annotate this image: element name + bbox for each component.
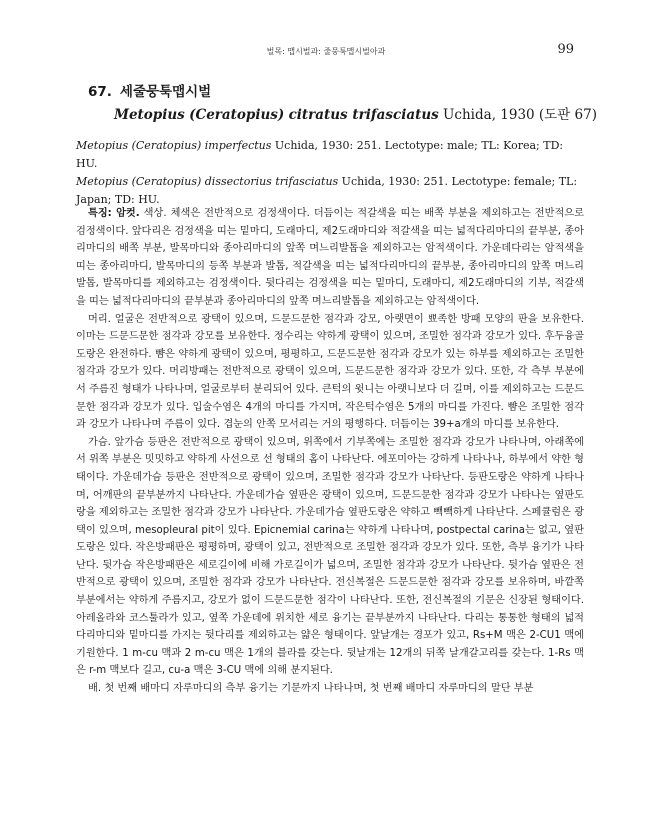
paragraph-thorax: 가슴. 앞가슴 등판은 전반적으로 광택이 있으며, 위쪽에서 기부쪽에는 조밀한 점각과 강모가 나타나며, 아래쪽에서 위쪽 부분은 밋밋하고 약하게 사선으로 선 형태의 홈이 나타난다. 에포미아는 강하게 나타나나, 하부에서 약한 형태이다. 가운데가슴 등판은 전반적으로 광택이 있으며, 조밀한 점각과 강모가 나타난다. 등판도랑은 약하게 나타나며, 어깨판의 끝부분까지 나타난다. 가운데가슴 옆판은 광택이 있으며, 드문드문한 점각과 강모가 나타나는 옆판도랑을 제외하고는 조밀한 점각과 강모가 나타난다. 가운데가슴 옆판도랑은 약하고 빽빽하게 나타난다. 스페큘럼은 광택이 있으며, mesopleural pit이 있다. Epicnemial carina는 약하게 나타나며, postpectal carina는 없고, 옆판도랑은 있다. 작은방패판은 평평하며, 광택이 있고, 전반적으로 조밀한 점각과 강모가 있다. 또한, 측부 융기가 나타난다. 뒷가슴 작은방패판은 세로길이에 비해 가로길이가 넓으며, 조밀한 점각과 강모가 나타난다. 뒷가슴 옆판은 전반적으로 광택이 있으며, 조밀한 점각과 강모가 나타난다. 전신복절은 드문드문한 점각과 강모를 보유하며, 바깥쪽 부분에서는 약하게 주름지고, 강모가 없이 드문드문한 점각이 나타난다. 또한, 전신복절의 기문은 신장된 형태이다. 아레올라와 코스툴라가 있고, 옆쪽 가운데에 위치한 세로 융기는 끝부분까지 나타난다. 다리는 통통한 형태의 넓적다리마디와 밑마디를 가지는 뒷다리를 제외하고는 얇은 형태이다. 앞날개는 경포가 있고, Rs+M 맥은 2-CU1 맥에 기원한다. 1 m-cu 맥과 2 m-cu 맥은 1개의 블라를 갖는다. 뒷날개는 12개의 뒤쪽 날개갈고리를 갖는다. 1-Rs 맥은 r-m 맥보다 길고, cu-a 맥은 3-CU 맥에 의해 분지된다. bbox=[76, 436, 584, 677]
paragraph-head: 머리. 얼굴은 전반적으로 광택이 있으며, 드문드문한 점각과 강모, 아랫면이 뾰족한 방패 모양의 판을 보유한다. 이마는 드문드문한 점각과 강모를 보유한다. 정수리는 약하게 광택이 있으며, 조밀한 점각과 강모가 있다. 후두융골도랑은 완전하다. 뺨은 약하게 광택이 있으며, 평평하고, 드문드문한 점각과 강모가 있는 하부를 제외하고는 조밀한 점각과 강모가 있다. 머리방패는 전반적으로 광택이 있으며, 드문드문한 점각과 강모가 있다. 또한, 각 측부 부분에서 주름진 형태가 나타나며, 얼굴로부터 분리되어 있다. 큰턱의 윗니는 아랫니보다 더 길며, 이를 제외하고는 드문드문한 점각과 강모가 있다. 입술수염은 4개의 마디를 가지며, 작은턱수염은 5개의 마디를 가진다. 뺨은 조밀한 점각과 강모가 나타나며 주름이 있다. 겹눈의 안쪽 모서리는 거의 평행하다. 더듬이는 39+a개의 마디를 보유한다. bbox=[76, 313, 584, 431]
korean-name: 세줄뭉툭맵시벌 bbox=[119, 84, 212, 100]
synonym-list bbox=[76, 137, 586, 209]
paragraph-abdomen: 배. 첫 번째 배마디 자루마디의 측부 융기는 기문까지 나타나며, 첫 번째 배마디 자루마디의 말단 부분 bbox=[88, 683, 534, 695]
epithet: citratus trifasciatus bbox=[288, 107, 439, 123]
species-heading bbox=[88, 80, 597, 123]
synonym-name: Metopius (Ceratopius) dissectorius trifasciatus bbox=[76, 175, 339, 188]
paragraph-text: 색상. 체색은 전반적으로 검정색이다. 더듬이는 적갈색을 띠는 배쪽 부분을 제외하고는 전반적으로 검정색이다. 앞다리은 검정색을 띠는 밑마디, 도래마디, 제2도래마디와 적갈색을 띠는 넓적다리마디의 끝부분, 종아리마디의 배쪽 부분, 발목마디와 종아리마디의 앞쪽 며느리발톱을 제외하고는 암적색이다. 가운데다리는 암적색을 띠는 종아리마디, 발목마디의 등쪽 부분과 발톱, 적갈색을 띠는 넓적다리마디의 끝부분, 종아리마디의 앞쪽 며느리발톱, 발목마디를 제외하고는 검정색이다. 뒷다리는 검정색을 띠는 밑마디, 도래마디, 제2도래마디의 기부, 적갈색을 띠는 넓적다리마디의 끝부분과 종아리마디의 앞쪽 며느리발톱을 제외하고는 암적색이다. bbox=[76, 208, 584, 307]
synonym-citation: Uchida, 1930: 251. Lectotype: female; TL: Japan; TD: HU. bbox=[76, 175, 578, 206]
species-number: 67. bbox=[88, 84, 112, 100]
subgenus: (Ceratopius) bbox=[189, 107, 285, 123]
genus: Metopius bbox=[114, 107, 185, 123]
authority: Uchida, 1930 (도판 67) bbox=[443, 107, 598, 123]
synonym-entry bbox=[76, 137, 586, 173]
diagnosis-lead: 특징: 암컷. bbox=[88, 208, 140, 219]
synonym-name: Metopius (Ceratopius) imperfectus bbox=[76, 139, 272, 152]
species-title bbox=[88, 80, 597, 100]
description-body bbox=[76, 205, 584, 698]
running-head: 벌목: 맵시벌과: 줄뭉툭맵시벌아과 bbox=[266, 47, 386, 56]
paragraph-coloration bbox=[76, 205, 584, 311]
synonym-entry bbox=[76, 173, 586, 209]
page-number: 99 bbox=[557, 42, 574, 57]
synonym-citation: Uchida, 1930: 251. Lectotype: male; TL: Korea; TD: HU. bbox=[76, 139, 564, 170]
scientific-name bbox=[88, 103, 597, 123]
